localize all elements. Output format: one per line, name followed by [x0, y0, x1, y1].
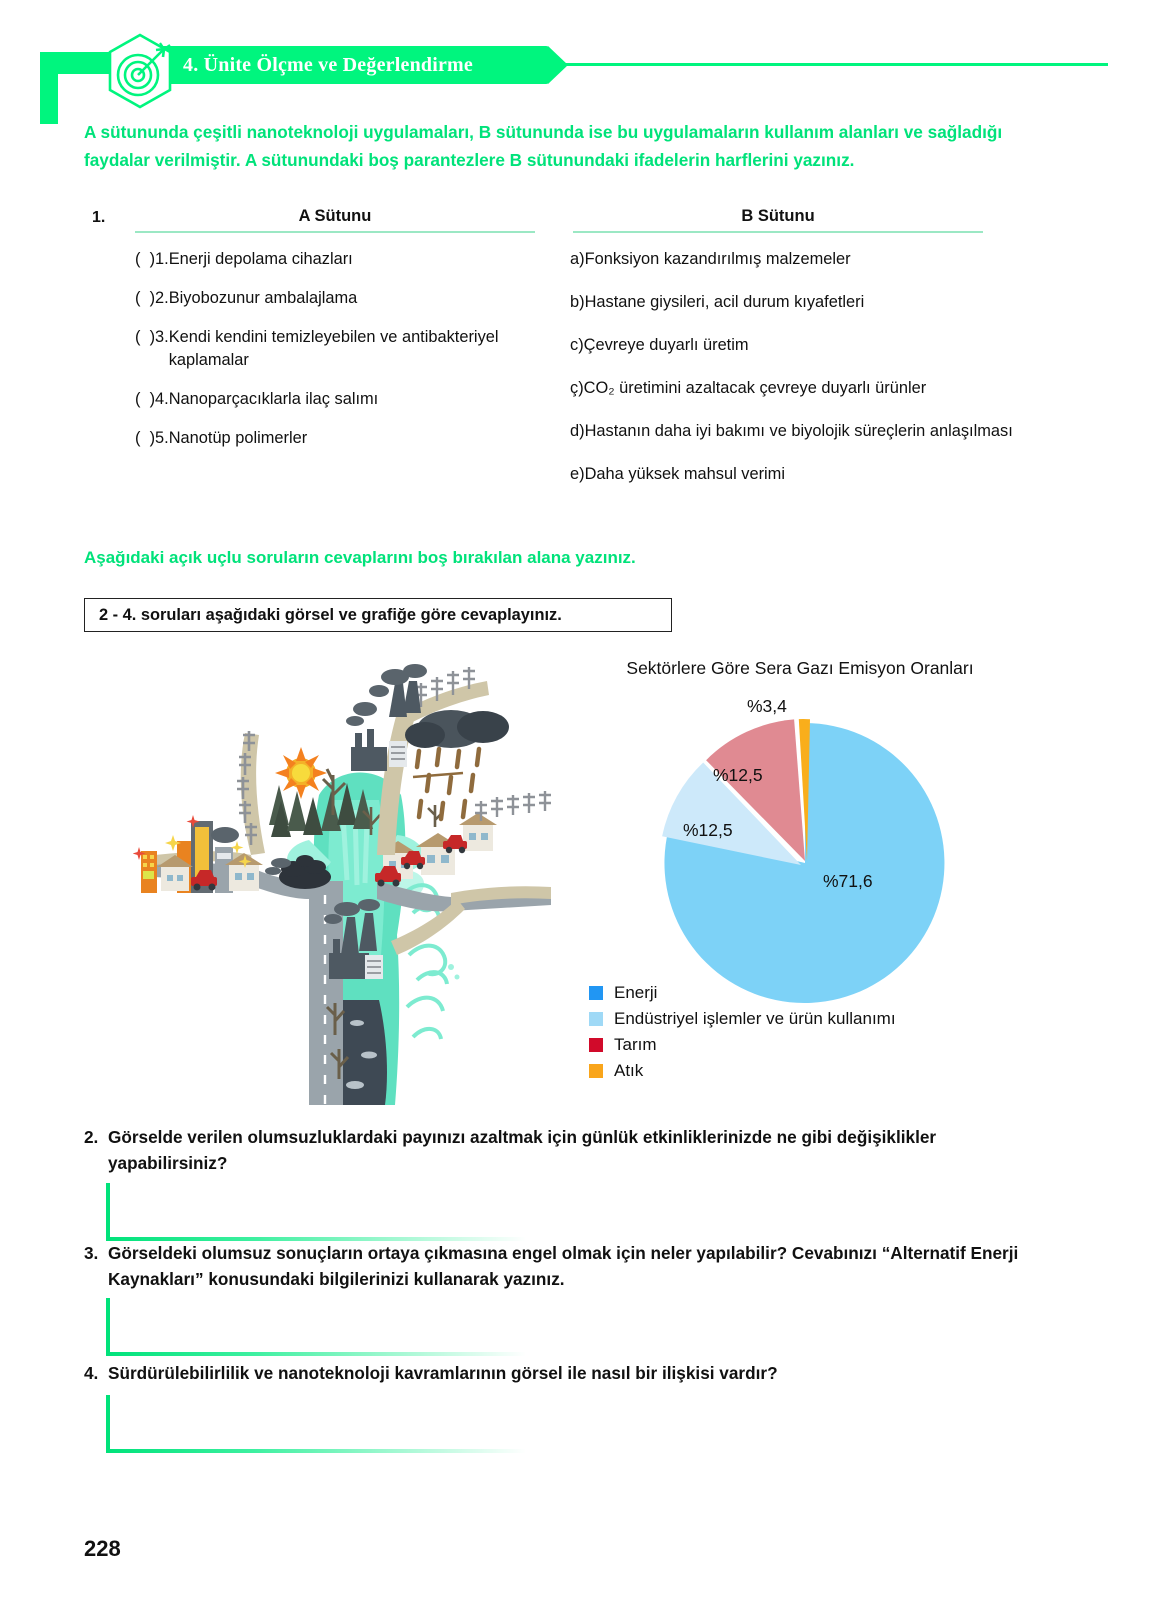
item-key: 3. [155, 328, 169, 346]
answer-area-3[interactable] [106, 1298, 526, 1356]
pie-label-endustriyel: %12,5 [683, 820, 733, 840]
list-item[interactable] [135, 287, 555, 310]
item-text: Biyobozunur ambalajlama [168, 289, 358, 307]
environmental-pollution-tree-illustration [133, 655, 573, 1105]
column-b-rule [573, 231, 983, 233]
list-item[interactable] [135, 326, 555, 372]
question-1-number: 1. [92, 209, 106, 226]
question-3 [84, 1240, 1044, 1292]
legend-swatch-endustriyel [589, 1012, 603, 1026]
pie-label-tarim: %12,5 [713, 765, 763, 785]
list-item[interactable] [135, 248, 555, 271]
legend-item-enerji [589, 983, 896, 1003]
legend-label: Atık [614, 1061, 644, 1080]
answer-area-4-vertical-rule [106, 1395, 110, 1453]
header-divider-line [548, 63, 1108, 66]
list-item[interactable] [135, 427, 555, 450]
answer-blank[interactable]: ( ) [135, 289, 156, 307]
chart-legend [589, 983, 896, 1087]
item-text: Çevreye duyarlı üretim [583, 336, 749, 354]
answer-area-2-vertical-rule [106, 1183, 110, 1241]
question-3-number: 3. [84, 1243, 99, 1263]
boxed-directive: 2 - 4. soruları aşağıdaki görsel ve grafiğe göre cevaplayınız. [84, 598, 672, 632]
column-a-rule [135, 231, 535, 233]
item-key: a) [570, 250, 585, 268]
column-b-heading: B Sütunu [741, 207, 815, 225]
column-a-list [135, 248, 555, 466]
legend-item-endustriyel [589, 1009, 896, 1029]
legend-label: Endüstriyel işlemler ve ürün kullanımı [614, 1009, 896, 1028]
item-text: Daha yüksek mahsul verimi [584, 465, 785, 483]
list-item [570, 291, 1020, 314]
pie-svg [655, 713, 955, 1013]
legend-swatch-atik [589, 1064, 603, 1078]
answer-area-3-horizontal-rule [106, 1352, 526, 1356]
pie-label-atik: %3,4 [747, 696, 787, 716]
item-text: Nanotüp polimerler [168, 429, 308, 447]
item-text: Enerji depolama cihazları [168, 250, 353, 268]
answer-blank[interactable]: ( ) [135, 250, 156, 268]
item-text: Fonksiyon kazandırılmış malzemeler [584, 250, 851, 268]
item-key: d) [570, 422, 585, 440]
question-4 [84, 1360, 1044, 1386]
chart-title: Sektörlere Göre Sera Gazı Emisyon Oranları [626, 658, 974, 678]
item-key: ç) [570, 379, 584, 397]
legend-swatch-enerji [589, 986, 603, 1000]
page-title: 4. Ünite Ölçme ve Değerlendirme [183, 54, 473, 76]
item-text: Kendi kendini temizleyebilen ve antibakteriyel kaplamalar [168, 328, 499, 369]
intro-paragraph: A sütununda çeşitli nanoteknoloji uygulamaları, B sütununda ise bu uygulamaların kullanım alanları ve sağladığı faydalar verilmiştir. A sütunundaki boş parantezlere B sütunundaki ifadelerin harflerini yazınız. [84, 122, 1003, 170]
list-item [570, 248, 1020, 271]
answer-blank[interactable]: ( ) [135, 390, 156, 408]
item-key: c) [570, 336, 584, 354]
item-key: 4. [155, 390, 169, 408]
question-2-text: Görselde verilen olumsuzluklardaki payınızı azaltmak için günlük etkinliklerinizde ne gibi değişiklikler yapabilirsiniz? [108, 1127, 937, 1173]
question-2 [84, 1124, 1034, 1176]
item-text: Hastanın daha iyi bakımı ve biyolojik süreçlerin anlaşılması [584, 422, 1013, 440]
question-4-number: 4. [84, 1363, 99, 1383]
item-key: b) [570, 293, 585, 311]
item-key: e) [570, 465, 585, 483]
answer-area-3-vertical-rule [106, 1298, 110, 1356]
open-ended-instruction: Aşağıdaki açık uçlu soruların cevaplarını boş bırakılan alana yazınız. [84, 548, 636, 567]
list-item [570, 334, 1020, 357]
list-item [570, 463, 1020, 486]
legend-swatch-tarim [589, 1038, 603, 1052]
item-text: CO₂ üretimini azaltacak çevreye duyarlı ürünler [583, 379, 927, 397]
legend-label: Tarım [614, 1035, 657, 1054]
answer-area-2[interactable] [106, 1183, 526, 1241]
item-key: 5. [155, 429, 169, 447]
page-number: 228 [84, 1536, 121, 1561]
item-text: Nanoparçacıklarla ilaç salımı [168, 390, 379, 408]
list-item[interactable] [135, 388, 555, 411]
answer-blank[interactable]: ( ) [135, 328, 156, 346]
emission-pie-chart [575, 655, 1025, 1100]
legend-item-tarim [589, 1035, 896, 1055]
pie-label-enerji: %71,6 [823, 871, 873, 891]
list-item [570, 377, 1020, 400]
answer-area-4-horizontal-rule [106, 1449, 526, 1453]
item-key: 2. [155, 289, 169, 307]
column-b-list [570, 248, 1020, 506]
legend-item-atik [589, 1061, 896, 1081]
answer-blank[interactable]: ( ) [135, 429, 156, 447]
item-key: 1. [155, 250, 169, 268]
question-4-text: Sürdürülebilirlilik ve nanoteknoloji kavramlarının görsel ile nasıl bir ilişkisi vardır? [108, 1363, 778, 1383]
item-text: Hastane giysileri, acil durum kıyafetleri [584, 293, 865, 311]
target-arrow-icon [104, 33, 176, 113]
question-3-text: Görseldeki olumsuz sonuçların ortaya çıkmasına engel olmak için neler yapılabilir? Cevabınızı “Alternatif Enerji Kaynakları” konusundaki bilgilerinizi kullanarak yazınız. [108, 1243, 1019, 1289]
sun-icon [275, 747, 327, 799]
legend-label: Enerji [614, 983, 658, 1002]
column-a-heading: A Sütunu [298, 207, 372, 225]
list-item [570, 420, 1020, 443]
question-2-number: 2. [84, 1127, 99, 1147]
answer-area-4[interactable] [106, 1395, 526, 1453]
